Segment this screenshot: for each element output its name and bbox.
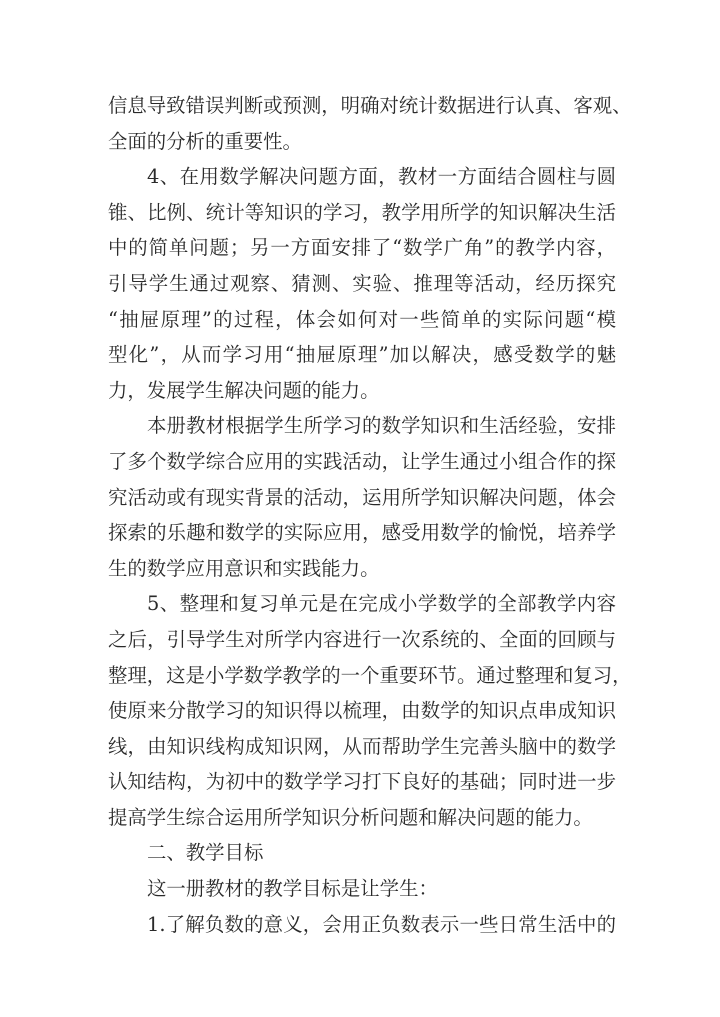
text-line: 5、整理和复习单元是在完成小学数学的全部教学内容 — [147, 592, 616, 616]
text-line: 型化”，从而学习用“抽屉原理”加以解决，感受数学的魅 — [108, 343, 616, 367]
paragraph-statistics-conclusion — [108, 88, 632, 159]
text-line: 中的简单问题；另一方面安排了“数学广角”的教学内容， — [108, 236, 616, 260]
text-line: 探索的乐趣和数学的实际应用，感受用数学的愉悦，培养学 — [108, 521, 616, 545]
text-line: 1.了解负数的意义，会用正负数表示一些日常生活中的 — [147, 912, 616, 936]
paragraph-review-unit — [108, 586, 632, 835]
text-line: 提高学生综合运用所学知识分析问题和解决问题的能力。 — [108, 805, 593, 829]
document-body — [108, 88, 632, 942]
text-line: 本册教材根据学生所学习的数学知识和生活经验，安排 — [147, 414, 616, 438]
text-line: “抽屉原理”的过程，体会如何对一些简单的实际问题“模 — [108, 307, 616, 331]
text-line: 了多个数学综合应用的实践活动，让学生通过小组合作的探 — [108, 449, 616, 473]
text-line: 力，发展学生解决问题的能力。 — [108, 378, 380, 402]
paragraph-problem-solving — [108, 159, 616, 408]
text-line: 生的数学应用意识和实践能力。 — [108, 556, 380, 580]
paragraph-practice-activities — [108, 408, 616, 586]
text-line: 究活动或有现实背景的活动，运用所学知识解决问题，体会 — [108, 485, 616, 509]
text-line: 引导学生通过观察、猜测、实验、推理等活动，经历探究 — [108, 271, 616, 295]
text-line: 全面的分析的重要性。 — [108, 129, 302, 153]
text-line: 整理，这是小学数学教学的一个重要环节。通过整理和复习， — [108, 663, 632, 687]
paragraph-goal-1 — [108, 907, 616, 943]
text-line: 认知结构，为初中的数学学习打下良好的基础；同时进一步 — [108, 770, 616, 794]
text-line: 线，由知识线构成知识网，从而帮助学生完善头脑中的数学 — [108, 734, 616, 758]
text-line: 使原来分散学习的知识得以梳理，由数学的知识点串成知识 — [108, 699, 616, 723]
text-line: 之后，引导学生对所学内容进行一次系统的、全面的回顾与 — [108, 627, 616, 651]
text-line: 信息导致错误判断或预测，明确对统计数据进行认真、客观、 — [108, 94, 632, 117]
text-line: 锥、比例、统计等知识的学习，教学用所学的知识解决生活 — [108, 200, 616, 224]
section-heading: 二、教学目标 — [147, 841, 264, 865]
section-heading-teaching-goals — [108, 835, 616, 871]
text-line: 这一册教材的教学目标是让学生： — [147, 877, 438, 901]
paragraph-goals-intro — [108, 871, 616, 907]
text-line: 4、在用数学解决问题方面，教材一方面结合圆柱与圆 — [147, 165, 616, 189]
